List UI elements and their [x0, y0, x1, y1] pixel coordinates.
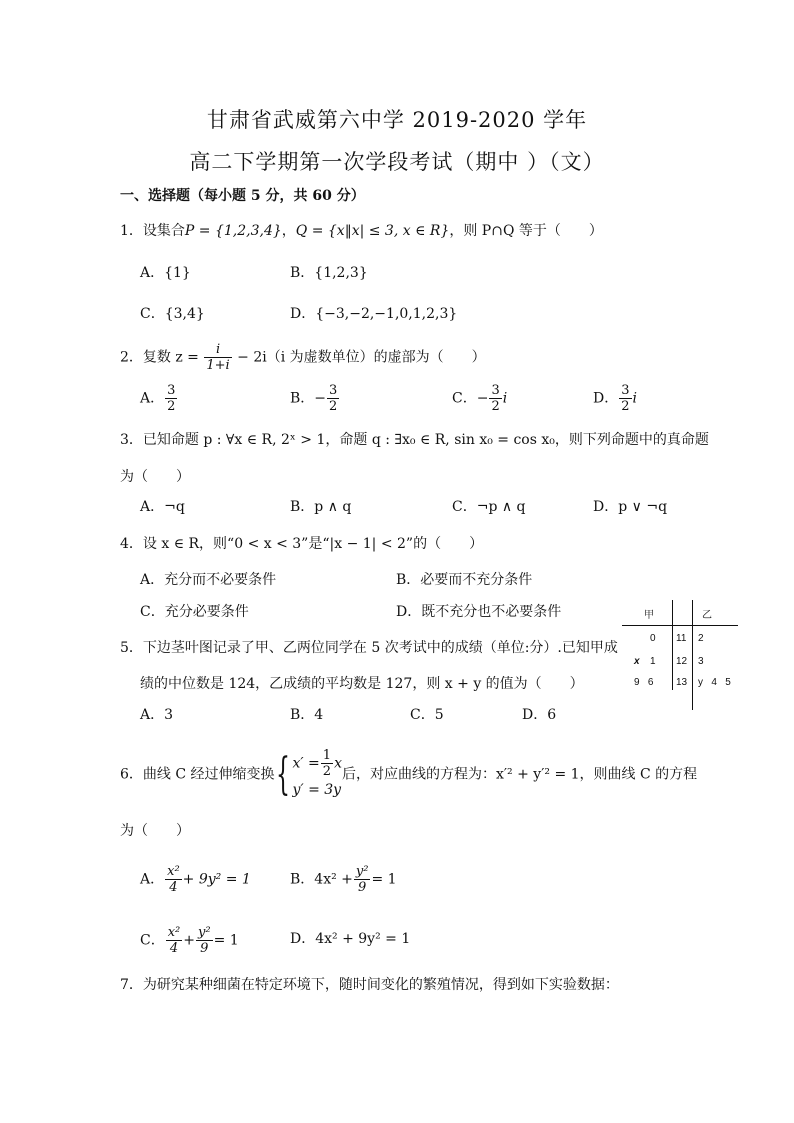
q6-mid: 后，对应曲线的方程为：x′² + y′² = 1，则曲线 C 的方程 [341, 766, 698, 783]
q2-c-den: 2 [491, 399, 500, 414]
stem-leaf-r3-left: 9 6 [634, 677, 654, 688]
question-7: 7．为研究某种细菌在特定环境下，随时间变化的繁殖情况，得到如下实验数据： [120, 977, 619, 993]
q6-c-frac1 [166, 925, 183, 956]
q2-a-den: 2 [167, 399, 176, 414]
q2-a-label: A． [140, 390, 165, 407]
stem-leaf-r2-right: 3 [698, 656, 704, 667]
q6-eq1-left: x′ = [292, 755, 320, 772]
q2-c-num: 3 [491, 383, 500, 398]
q2-fraction [204, 342, 231, 373]
q5-option-d: D．6 [522, 707, 557, 723]
q2-d-imag: i [632, 390, 637, 407]
q2-prefix: 2．复数 z = [120, 349, 199, 366]
q6-option-c [140, 925, 239, 956]
stem-leaf-r1-left: 0 [650, 633, 656, 644]
section-title: 一、选择题（每小题 5 分，共 60 分） [120, 188, 365, 204]
q2-b-label: B．− [290, 390, 327, 407]
question-4: 4．设 x ∈ R，则“0 < x < 3”是“|x − 1| < 2”的（ ） [120, 536, 484, 552]
q2-b-den: 2 [329, 399, 338, 414]
question-2 [120, 342, 486, 373]
stem-leaf-r3-stem: 13 [676, 677, 688, 688]
question-5-line2: 绩的中位数是 124，乙成绩的平均数是 127，则 x + y 的值为（ ） [140, 676, 584, 692]
q6-eq1-num: 1 [322, 748, 332, 763]
q4-option-a: A．充分而不必要条件 [140, 572, 277, 588]
q1-option-d: D．{−3,−2,−1,0,1,2,3} [290, 306, 458, 322]
q3-option-d: D．p ∨ ¬q [593, 499, 668, 515]
stem-leaf-r1-stem: 11 [676, 633, 687, 644]
q6-c-num2: y² [198, 925, 211, 940]
q1-set-q: Q = {x‖x| ≤ 3, x ∈ R} [295, 223, 450, 239]
q6-b-frac [354, 864, 371, 895]
q2-option-b [290, 383, 340, 414]
q6-a-den: 4 [169, 880, 178, 895]
q1-option-c: C．{3,4} [140, 306, 205, 322]
q6-b-den: 9 [358, 880, 367, 895]
q2-a-num: 3 [167, 383, 176, 398]
q6-brace: { [275, 748, 290, 800]
q6-eq1-den: 2 [322, 764, 332, 779]
stem-leaf-vline-left [672, 600, 673, 690]
q6-c-num1: x² [167, 925, 181, 940]
q6-a-rest: + 9y² = 1 [182, 871, 251, 888]
q6-c-den2: 9 [200, 941, 209, 956]
q1-option-a: A．{1} [140, 265, 191, 281]
stem-leaf-r2-left: 1 [650, 656, 656, 667]
question-3: 3．已知命题 p : ∀x ∈ R, 2ˣ > 1，命题 q : ∃x₀ ∈ R, sin x₀ = cos x₀，则下列命题中的真命题 [120, 432, 709, 448]
q5-option-a: A．3 [140, 707, 174, 723]
exam-title-line1: 甘肃省武威第六中学 2019-2020 学年 [206, 108, 588, 132]
q2-frac-num: i [204, 342, 231, 358]
stem-leaf-plot [622, 600, 738, 710]
q3-option-a: A．¬q [140, 499, 185, 515]
q2-d-num: 3 [621, 383, 630, 398]
q2-c-frac [489, 383, 501, 414]
stem-leaf-r1-right: 2 [698, 633, 704, 644]
q4-option-c: C．充分必要条件 [140, 604, 249, 620]
stem-leaf-hline [622, 625, 738, 626]
q1-option-b: B．{1,2,3} [290, 265, 368, 281]
q6-c-plus: + [183, 932, 195, 949]
q6-c-den1: 4 [169, 941, 179, 956]
q6-eq1 [293, 748, 342, 779]
q2-option-d [593, 383, 637, 414]
q6-eq1-frac [321, 748, 333, 779]
q2-b-num: 3 [329, 383, 338, 398]
stem-leaf-vline-right [692, 600, 693, 710]
q6-c-frac2 [196, 925, 213, 956]
q2-d-frac [619, 383, 631, 414]
q2-a-frac [165, 383, 177, 414]
q6-prefix: 6．曲线 C 经过伸缩变换 [120, 766, 275, 783]
q2-d-label: D． [593, 390, 619, 407]
question-1 [120, 221, 603, 241]
q4-option-b: B．必要而不充分条件 [396, 572, 533, 588]
stem-leaf-r2-stem: 12 [676, 656, 688, 667]
stem-leaf-header-yi: 乙 [702, 610, 712, 621]
q6-a-num: x² [167, 864, 180, 879]
q6-c-rest: = 1 [213, 932, 239, 949]
q6-a-frac [165, 864, 182, 895]
question-3-line2: 为（ ） [120, 469, 190, 485]
q1-set-p: P = {1,2,3,4} [184, 223, 282, 239]
q6-eq1-right: x [334, 755, 342, 772]
q6-option-d: D．4x² + 9y² = 1 [290, 931, 411, 947]
question-6-line2: 为（ ） [120, 823, 190, 839]
q6-option-b [290, 864, 397, 895]
q4-option-d: D．既不充分也不必要条件 [396, 604, 562, 620]
q6-c-label: C． [140, 932, 165, 949]
q6-b-num: y² [355, 864, 369, 879]
exam-title-line2: 高二下学期第一次学段考试（期中 ）（文） [189, 150, 605, 174]
q3-option-b: B．p ∧ q [290, 499, 352, 515]
q2-tail: − 2i（i 为虚数单位）的虚部为（ ） [237, 349, 486, 366]
q2-c-imag: i [502, 390, 508, 407]
q6-b-rest: = 1 [371, 871, 397, 888]
q2-option-c [452, 383, 507, 414]
q6-option-a [140, 864, 251, 895]
q2-d-den: 2 [621, 399, 630, 414]
stem-leaf-header-jia: 甲 [644, 610, 654, 621]
stem-leaf-r3-right: y 4 5 [698, 677, 731, 688]
q1-suffix: ，则 P∩Q 等于（ ） [449, 223, 603, 239]
q2-frac-den: 1+i [206, 358, 230, 373]
stem-leaf-r2-x: x [634, 656, 640, 667]
q6-eq2: y′ = 3y [292, 782, 342, 798]
q3-option-c: C．¬p ∧ q [452, 499, 526, 515]
q5-option-b: B．4 [290, 707, 324, 723]
question-6 [120, 748, 697, 801]
q5-option-c: C．5 [410, 707, 444, 723]
q2-option-a [140, 383, 178, 414]
q2-b-frac [327, 383, 339, 414]
question-5: 5．下边茎叶图记录了甲、乙两位同学在 5 次考试中的成绩（单位:分）.已知甲成 [120, 640, 618, 656]
q6-b-label: B．4x² + [290, 871, 353, 888]
q1-sep: ， [281, 223, 296, 239]
q6-system [293, 748, 342, 801]
q1-prefix: 1．设集合 [120, 223, 185, 239]
q6-a-label: A． [140, 871, 165, 888]
q2-c-label: C．− [452, 390, 489, 407]
